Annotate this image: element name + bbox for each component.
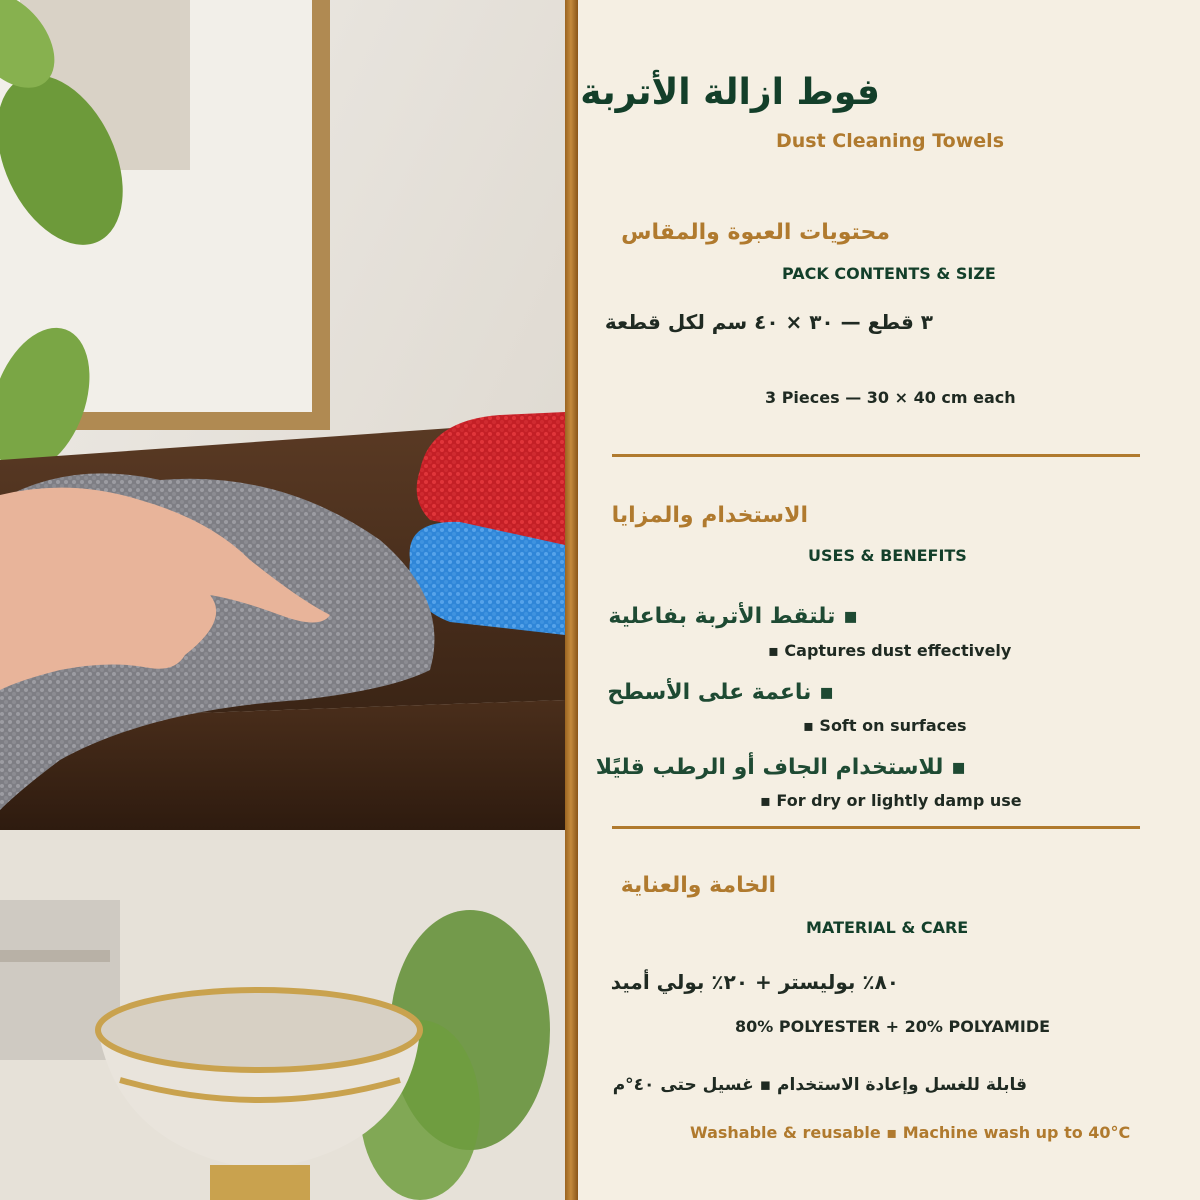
product-photo-illustration bbox=[0, 0, 565, 1200]
pack-detail-english: 3 Pieces — 30 × 40 cm each bbox=[765, 388, 1016, 407]
pack-detail-arabic: ٣ قطع — ٣٠ × ٤٠ سم لكل قطعة bbox=[604, 310, 933, 334]
composition-english: 80% POLYESTER + 20% POLYAMIDE bbox=[735, 1017, 1051, 1036]
pack-heading-arabic: محتويات العبوة والمقاس bbox=[621, 220, 890, 245]
benefit-item-english: ▪ Captures dust effectively bbox=[768, 641, 1012, 660]
uses-heading-english: USES & BENEFITS bbox=[808, 546, 967, 565]
section-divider bbox=[612, 454, 1140, 457]
section-divider bbox=[612, 826, 1140, 829]
benefit-item-arabic: ▪ تلتقط الأتربة بفاعلية bbox=[608, 604, 858, 629]
benefit-item-arabic: ▪ للاستخدام الجاف أو الرطب قليًلا bbox=[595, 755, 966, 780]
material-heading-arabic: الخامة والعناية bbox=[620, 873, 776, 898]
care-arabic: قابلة للغسل وإعادة الاستخدام ▪ غسيل حتى ٤٠°م bbox=[612, 1075, 1027, 1095]
benefit-item-english: ▪ For dry or lightly damp use bbox=[760, 791, 1022, 810]
benefit-item-arabic: ▪ ناعمة على الأسطح bbox=[607, 680, 834, 705]
product-photo bbox=[0, 0, 565, 1200]
title-english: Dust Cleaning Towels bbox=[776, 130, 1004, 152]
composition-arabic: ٨٠٪ بوليستر + ٢٠٪ بولي أميد bbox=[610, 970, 899, 994]
gold-divider-bar bbox=[565, 0, 578, 1200]
care-english: Washable & reusable ▪ Machine wash up to 40°C bbox=[690, 1123, 1131, 1142]
title-arabic: فوط ازالة الأتربة bbox=[580, 72, 880, 113]
uses-heading-arabic: الاستخدام والمزايا bbox=[611, 503, 808, 528]
benefit-item-english: ▪ Soft on surfaces bbox=[803, 716, 967, 735]
material-heading-english: MATERIAL & CARE bbox=[806, 918, 969, 937]
pack-heading-english: PACK CONTENTS & SIZE bbox=[782, 264, 996, 283]
